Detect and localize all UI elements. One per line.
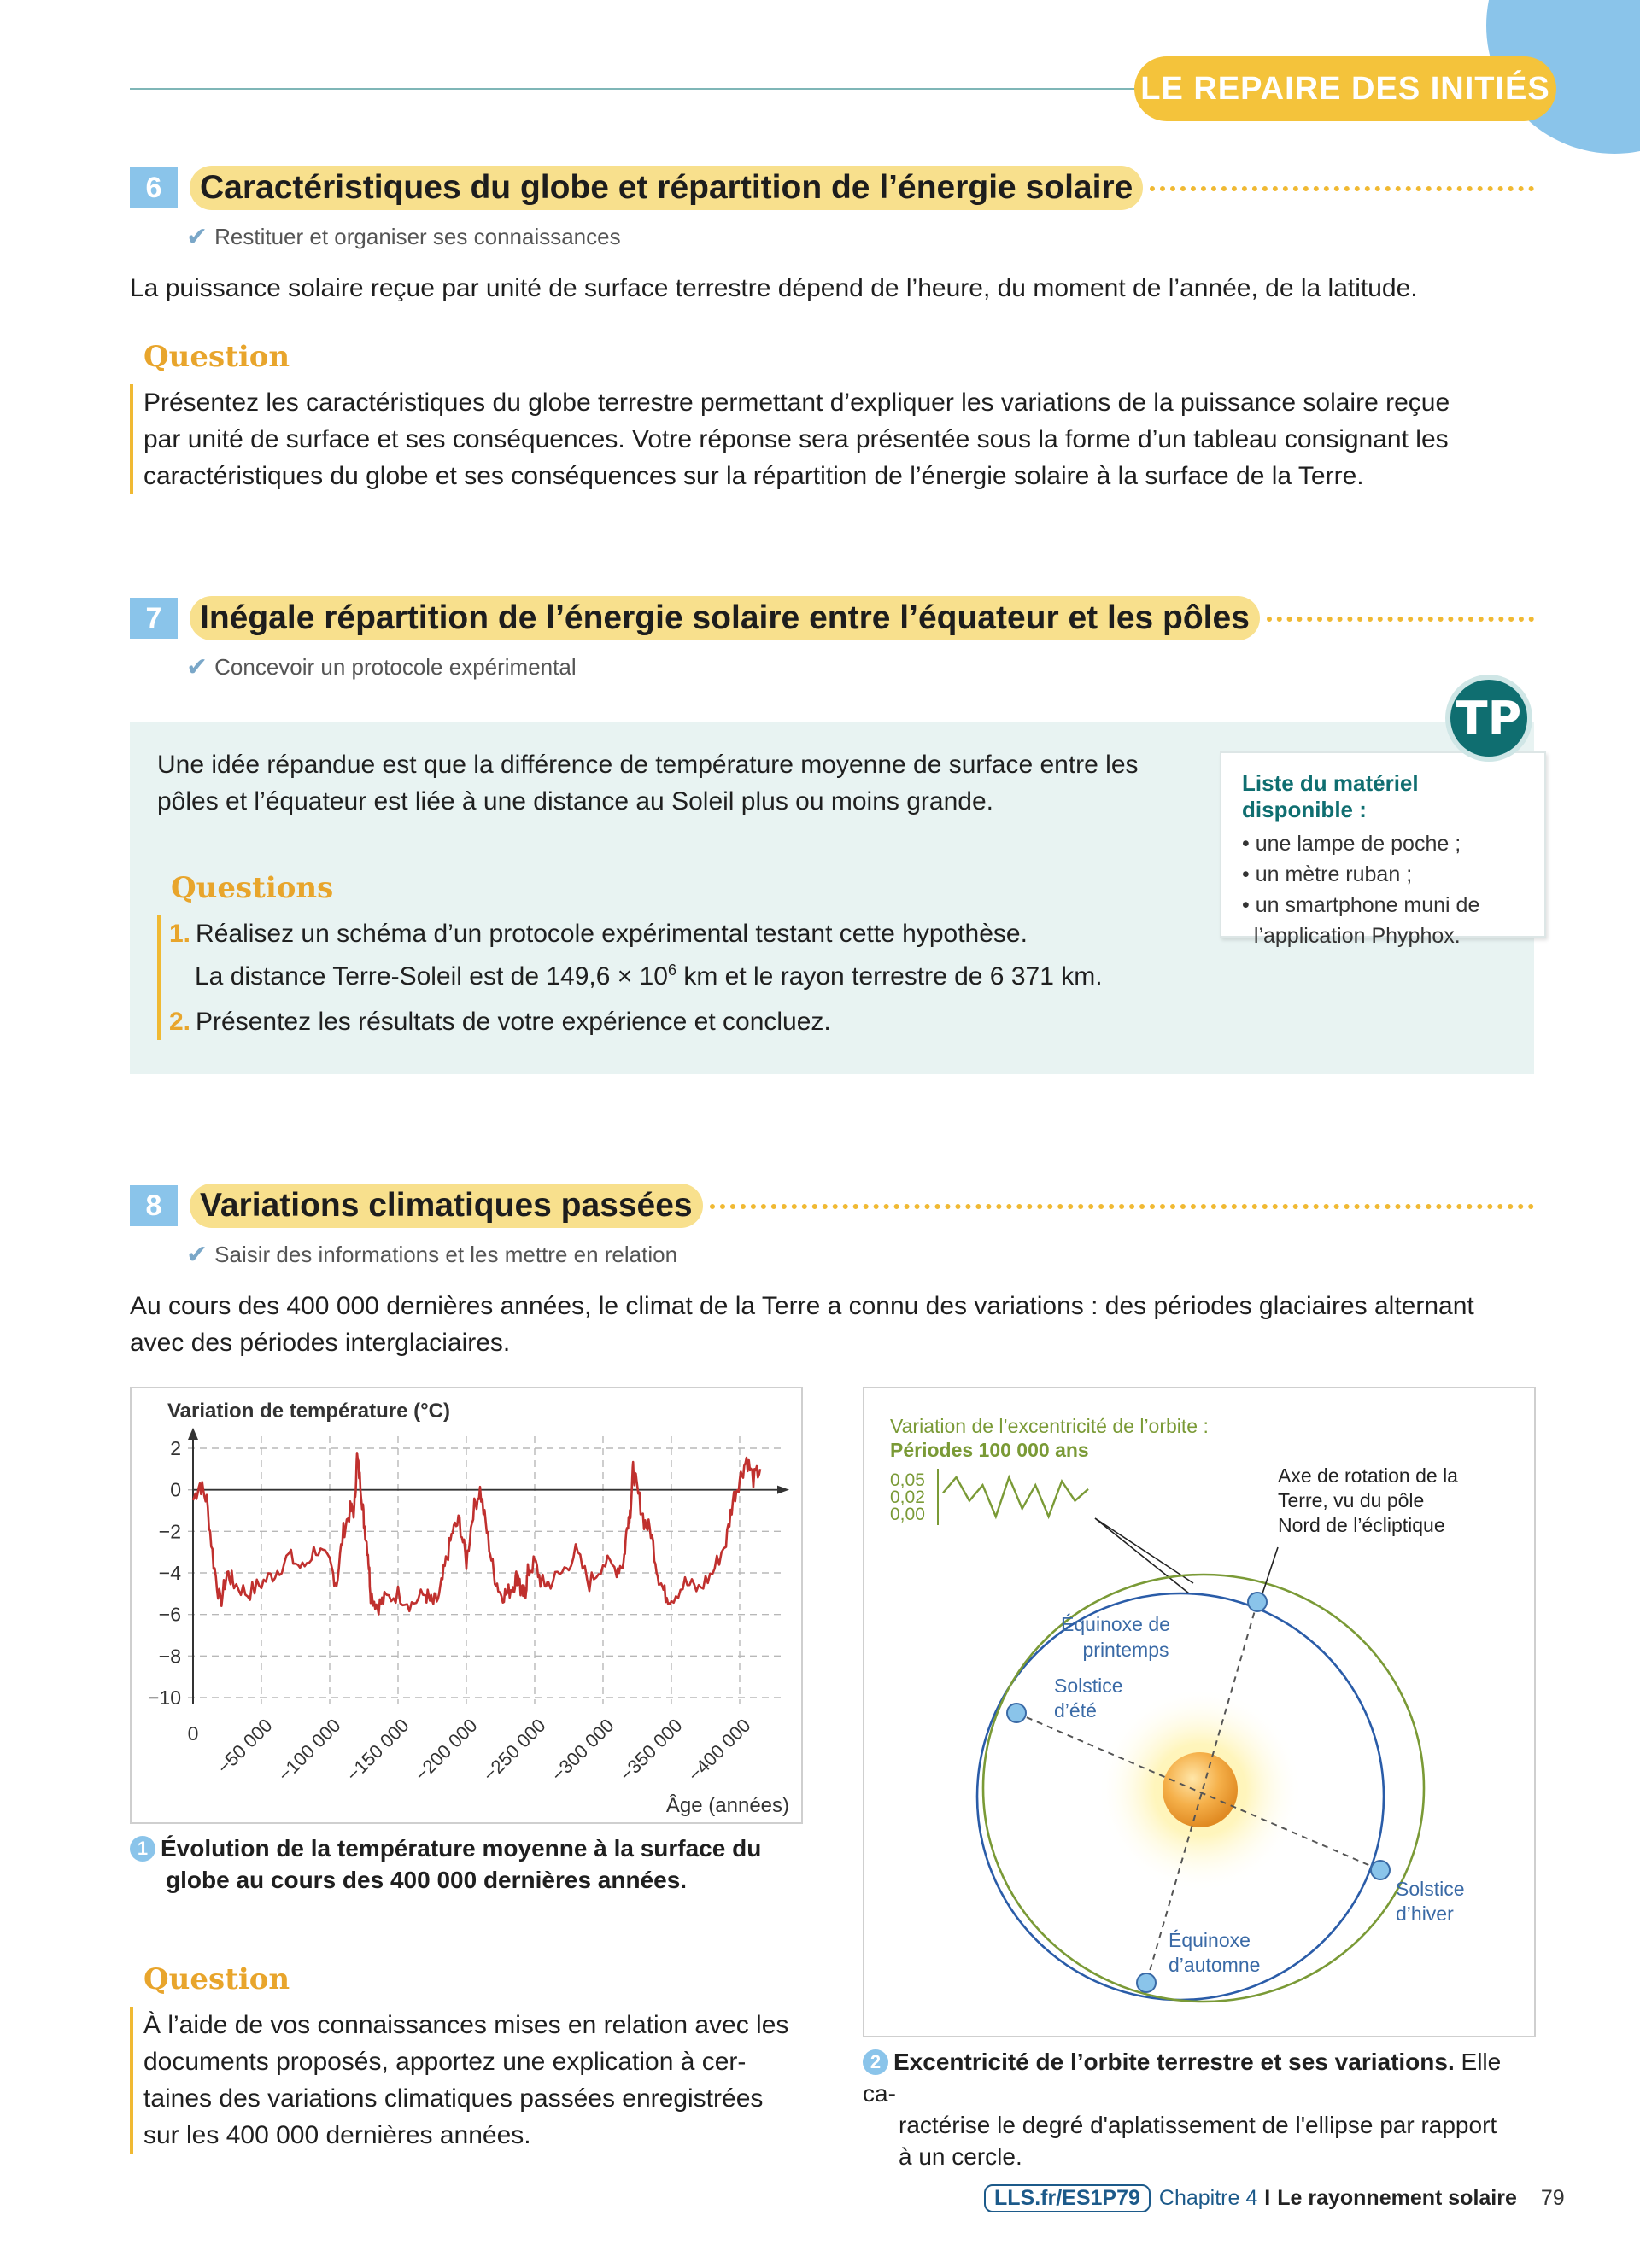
leader-line xyxy=(1095,1518,1193,1583)
x-tick-label: 0 xyxy=(187,1722,199,1745)
exercise-number: 8 xyxy=(130,1185,178,1226)
exercise-6-question xyxy=(130,384,1548,494)
question-line: documents proposés, apportez une explication à cer- xyxy=(144,2048,747,2076)
header-rule xyxy=(130,88,1136,90)
materials-box xyxy=(1220,751,1546,948)
checkmark-icon: ✔ xyxy=(186,1241,208,1269)
page-footer xyxy=(984,2183,1565,2213)
x-tick-label: −50 000 xyxy=(213,1714,277,1779)
exercise-7-questions xyxy=(157,915,1182,1040)
orbit-diagram xyxy=(864,1388,1534,2036)
intro-line: avec des périodes interglaciaires. xyxy=(130,1329,511,1357)
dotted-leader xyxy=(1267,617,1534,622)
y-tick-label: 2 xyxy=(170,1437,181,1459)
question-line: taines des variations climatiques passées enregistrées xyxy=(144,2084,764,2113)
summer-solstice-label: Solstice xyxy=(1054,1675,1123,1697)
tp-badge: TP xyxy=(1445,675,1532,762)
question-label: Question xyxy=(144,340,290,374)
skill-label: Concevoir un protocole expérimental xyxy=(214,654,577,680)
y-axis-label: Variation de température (°C) xyxy=(167,1400,451,1423)
y-tick-label: 0 xyxy=(170,1478,181,1501)
materials-item: • une lampe de poche ; xyxy=(1242,832,1461,856)
exercise-number: 6 xyxy=(130,167,178,208)
spring-equinox-label: Équinoxe de xyxy=(1061,1613,1170,1635)
checkmark-icon: ✔ xyxy=(186,653,208,681)
x-tick-label: −350 000 xyxy=(615,1714,687,1786)
exercise-title: Inégale répartition de l’énergie solaire entre l’équateur et les pôles xyxy=(190,596,1260,640)
earth-winter-solstice xyxy=(1371,1861,1390,1879)
axis-label: Nord de l’écliptique xyxy=(1278,1514,1445,1536)
question-line: Présentez les caractéristiques du globe terrestre permettant d’expliquer les variations de la puissance solaire reçue xyxy=(144,389,1450,417)
questions-label: Questions xyxy=(171,871,334,905)
winter-solstice-label: Solstice xyxy=(1396,1878,1465,1900)
exercise-6-header xyxy=(130,166,1534,210)
autumn-equinox-label: d’automne xyxy=(1168,1954,1261,1976)
question-line: caractéristiques du globe et ses conséquences sur la répartition de l’énergie solaire à la surface de la Terre. xyxy=(144,462,1364,490)
temperature-chart xyxy=(132,1388,801,1822)
y-tick-label: −8 xyxy=(158,1645,181,1668)
document-number-badge: 2 xyxy=(863,2049,888,2075)
dotted-leader xyxy=(1150,186,1534,191)
materials-item: • un mètre ruban ; xyxy=(1242,862,1413,886)
axis-label: Axe de rotation de la xyxy=(1278,1464,1458,1487)
exercise-8-question xyxy=(130,2007,805,2154)
earth-summer-solstice xyxy=(1007,1704,1026,1722)
spring-equinox-label: printemps xyxy=(1082,1639,1169,1661)
eccentricity-label: Variation de l’excentricité de l’orbite : xyxy=(890,1415,1209,1437)
earth-spring-equinox xyxy=(1248,1593,1267,1611)
skill-tag xyxy=(186,222,621,252)
skill-tag xyxy=(186,652,577,682)
eccentricity-period: Périodes 100 000 ans xyxy=(890,1439,1089,1461)
exercise-title: Variations climatiques passées xyxy=(190,1184,703,1228)
y-tick-label: −2 xyxy=(158,1520,181,1543)
exercise-title: Caractéristiques du globe et répartition de l’énergie solaire xyxy=(190,166,1143,210)
exercise-number: 7 xyxy=(130,598,178,639)
question-line: par unité de surface et ses conséquences. Votre réponse sera présentée sous la forme d’un tableau consignant les xyxy=(144,425,1449,453)
document-2-caption: 2 Excentricité de l’orbite terrestre et ses variations. Elle ca- ractérise le degré d'aplatissement de l'ellipse par rapport à un cercle. xyxy=(863,2049,1502,2170)
sun-icon xyxy=(1163,1752,1238,1827)
exercise-6-intro: La puissance solaire reçue par unité de surface terrestre dépend de l’heure, du moment de l’année, de la latitude. xyxy=(130,274,1418,302)
materials-item: • un smartphone muni de xyxy=(1242,893,1480,917)
exercise-7-header xyxy=(130,596,1534,640)
document-number-badge: 1 xyxy=(130,1836,155,1862)
question-line: sur les 400 000 dernières années. xyxy=(144,2121,531,2149)
eccentricity-tick: 0,02 xyxy=(890,1488,925,1507)
eccentricity-tick: 0,05 xyxy=(890,1470,925,1490)
autumn-equinox-label: Équinoxe xyxy=(1168,1929,1250,1951)
intro-line: pôles et l’équateur est liée à une distance au Soleil plus ou moins grande. xyxy=(157,787,993,815)
exercise-7-intro xyxy=(157,746,1208,820)
y-tick-label: −10 xyxy=(147,1686,181,1709)
exercise-8-header xyxy=(130,1184,1534,1228)
question-item-continued: La distance Terre-Soleil est de $149,6 \times 10^6$ km et le rayon terrestre de 6 371 km. xyxy=(195,962,1103,991)
footer-chapter-name: Le rayonnement solaire xyxy=(1277,2185,1517,2210)
intro-line: Une idée répandue est que la différence de température moyenne de surface entre les xyxy=(157,751,1139,779)
eccentricity-tick: 0,00 xyxy=(890,1505,925,1524)
question-item: 2. Présentez les résultats de votre expérience et concluez. xyxy=(169,1008,831,1036)
summer-solstice-label: d’été xyxy=(1054,1699,1097,1721)
eccentricity-curve xyxy=(943,1477,1088,1517)
skill-label: Saisir des informations et les mettre en relation xyxy=(214,1242,678,1267)
document-1-caption: 1 Évolution de la température moyenne à la surface du globe au cours des 400 000 dernières années. xyxy=(130,1833,805,1896)
axis-label: Terre, vu du pôle xyxy=(1278,1489,1425,1511)
footer-chapter: Chapitre 4 xyxy=(1158,2185,1258,2210)
x-axis-label: Âge (années) xyxy=(665,1794,789,1817)
x-tick-label: −100 000 xyxy=(273,1714,345,1786)
footer-link[interactable]: LLS.fr/ES1P79 xyxy=(984,2184,1151,2212)
question-item: 1. Réalisez un schéma d’un protocole expérimental testant cette hypothèse. xyxy=(169,920,1028,948)
y-tick-label: −4 xyxy=(158,1562,181,1584)
document-2-diagram-box xyxy=(863,1387,1536,2037)
x-tick-label: −300 000 xyxy=(547,1714,618,1786)
winter-solstice-label: d’hiver xyxy=(1396,1903,1454,1925)
x-tick-label: −150 000 xyxy=(342,1714,413,1786)
section-banner: LE REPAIRE DES INITIÉS xyxy=(1134,56,1556,121)
x-axis-arrow xyxy=(777,1486,789,1494)
temperature-series-line xyxy=(193,1453,760,1614)
y-tick-label: −6 xyxy=(158,1603,181,1626)
document-1-chart-box xyxy=(130,1387,803,1824)
y-axis-arrow xyxy=(188,1428,198,1440)
question-label: Question xyxy=(144,1962,290,1996)
dotted-leader xyxy=(710,1204,1534,1209)
earth-autumn-equinox xyxy=(1137,1973,1156,1992)
footer-separator: I xyxy=(1264,2185,1271,2210)
skill-label: Restituer et organiser ses connaissances xyxy=(214,224,621,249)
page-number: 79 xyxy=(1540,2185,1565,2210)
checkmark-icon: ✔ xyxy=(186,223,208,251)
x-tick-label: −200 000 xyxy=(410,1714,482,1786)
materials-item: l’application Phyphox. xyxy=(1242,924,1461,948)
x-tick-label: −400 000 xyxy=(683,1714,755,1786)
x-tick-label: −250 000 xyxy=(478,1714,550,1786)
materials-title: Liste du matériel disponible : xyxy=(1242,770,1419,822)
question-line: À l’aide de vos connaissances mises en relation avec les xyxy=(144,2011,789,2039)
intro-line: Au cours des 400 000 dernières années, le climat de la Terre a connu des variations : des périodes glaciaires alternant xyxy=(130,1292,1474,1320)
exercise-8-intro xyxy=(130,1288,1548,1361)
skill-tag xyxy=(186,1240,677,1270)
